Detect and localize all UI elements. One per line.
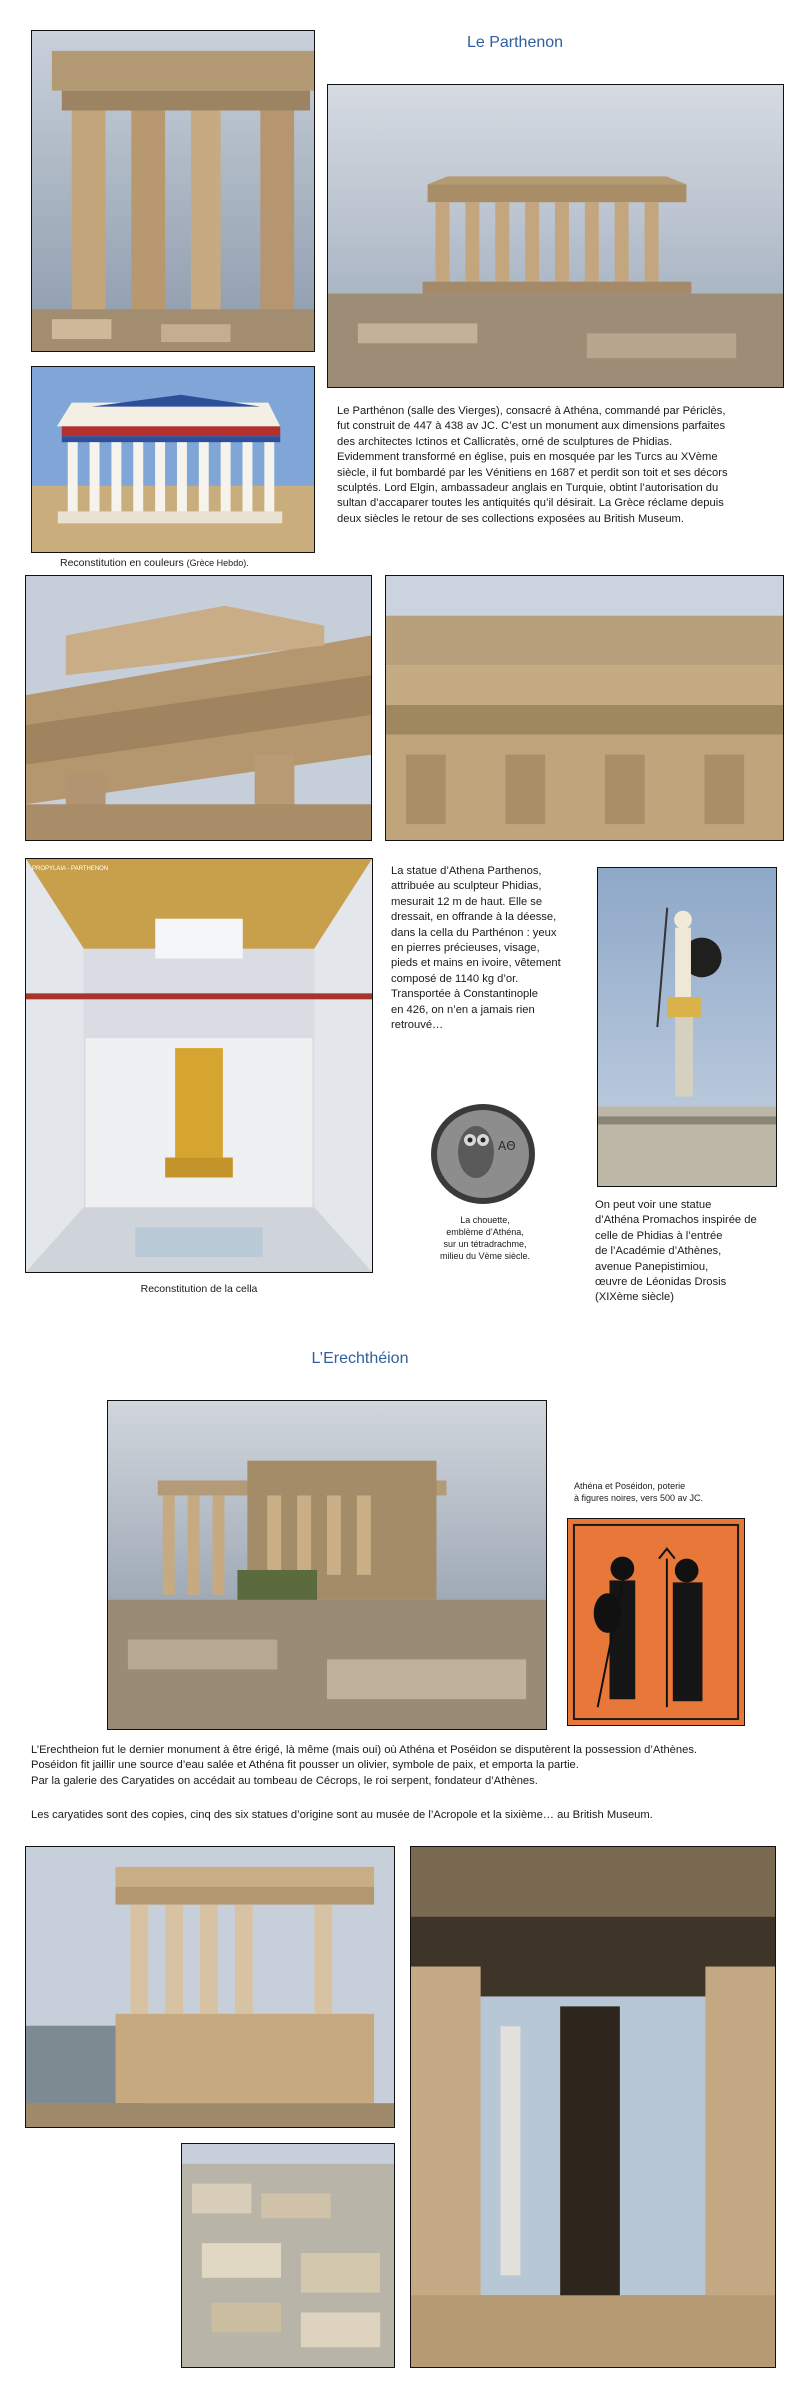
promachos-line: avenue Panepistimiou, — [595, 1260, 709, 1273]
owl-tetradrachm-coin-image — [428, 1100, 538, 1208]
promachos-line: d’Athéna Promachos inspirée de — [595, 1214, 757, 1227]
cella-caption: Reconstitution de la cella — [140, 1283, 258, 1295]
description-line: sultan d’accaparer toutes les antiquités qu’il désirait. La Grèce réclame depuis — [337, 497, 724, 510]
caryatids-closeup-photo — [410, 1846, 776, 2368]
coin-caption-line: La chouette, — [460, 1215, 510, 1225]
statue-line: dans la cella du Parthénon : yeux — [391, 926, 557, 939]
erechtheion-photo — [107, 1400, 547, 1730]
description-line: Evidemment transformé en église, puis en mosquée par les Turcs au XVème — [337, 451, 718, 464]
reconstruction-caption: Reconstitution en couleurs (Grèce Hebdo). — [60, 557, 249, 569]
promachos-line: On peut voir une statue — [595, 1199, 712, 1211]
cella-watermark: PROPYLAIA - PARTHENON — [32, 866, 109, 872]
statue-line: mesurait 12 m de haut. Elle se — [391, 895, 543, 908]
erechtheion-line: L’Erechtheion fut le dernier monument à être érigé, là même (mais oui) où Athéna et Poséidon se disputèrent la possession d’Athènes. — [31, 1744, 698, 1756]
statue-line: en pierres précieuses, visage, — [391, 942, 540, 955]
athena-promachos-text — [595, 1198, 785, 1306]
pottery-caption-line: Athéna et Poséidon, poterie — [574, 1481, 686, 1491]
statue-line: Transportée à Constantinople — [391, 988, 538, 1001]
coin-caption — [410, 1214, 560, 1262]
description-line: fut construit de 447 à 438 av JC. C’est un monument aux dimensions parfaites — [337, 420, 726, 433]
cella-reconstruction-image — [25, 858, 373, 1273]
statue-line: retrouvé… — [391, 1019, 444, 1032]
description-line: des architectes Ictinos et Callicratès, orné de sculptures de Phidias. — [337, 435, 673, 448]
svg-text:ΑΘ: ΑΘ — [498, 1139, 516, 1153]
statue-line: attribuée au sculpteur Phidias, — [391, 880, 542, 893]
parthenon-entablature-photo — [25, 575, 372, 841]
promachos-line: (XIXème siècle) — [595, 1291, 674, 1304]
coin-caption-line: milieu du Vème siècle. — [439, 1251, 531, 1261]
description-line: deux siècles le retour de ses collections exposées au British Museum. — [337, 512, 684, 525]
coin-caption-line: sur un tétradrachme, — [443, 1239, 527, 1249]
parthenon-title: Le Parthenon — [466, 34, 564, 51]
pottery-caption — [574, 1480, 774, 1504]
promachos-line: de l’Académie d’Athènes, — [595, 1245, 722, 1258]
statue-line: La statue d’Athena Parthenos, — [391, 865, 542, 877]
erechtheion-description — [31, 1743, 771, 1789]
athena-poseidon-pottery-image — [567, 1518, 745, 1726]
statue-line: dressait, en offrande à la déesse, — [391, 911, 557, 924]
parthenon-front-photo — [327, 84, 784, 388]
description-line: siècle, il fut bombardé par les Vénitiens en 1687 et perdit son toit et ses décors — [337, 466, 728, 479]
description-line: sculptés. Lord Elgin, ambassadeur anglais en Turquie, obtint l’autorisation du — [337, 482, 719, 495]
parthenon-color-reconstruction-image — [31, 366, 315, 553]
parthenon-corner-photo — [31, 30, 315, 352]
caryatids-porch-photo — [25, 1846, 395, 2128]
statue-line: pieds et mains en ivoire, vêtement — [391, 957, 561, 970]
parthenon-frieze-photo — [385, 575, 784, 841]
promachos-line: celle de Phidias à l’entrée — [595, 1229, 723, 1242]
athena-promachos-photo — [597, 867, 777, 1187]
pottery-caption-line: à figures noires, vers 500 av JC. — [574, 1493, 704, 1503]
coin-caption-line: emblème d’Athéna, — [446, 1227, 524, 1237]
caryatids-note: Les caryatides sont des copies, cinq des six statues d’origine sont au musée de l’Acropole et la sixième… au British Museum. — [31, 1809, 653, 1821]
parthenon-description — [337, 404, 787, 527]
promachos-line: œuvre de Léonidas Drosis — [595, 1276, 727, 1289]
erechtheion-line: Poséidon fit jaillir une source d’eau salée et Athéna fit pousser un olivier, symbole de paix, et emporta la partie. — [31, 1759, 579, 1772]
statue-line: en 426, on n’en a jamais rien — [391, 1003, 535, 1016]
statue-line: composé de 1140 kg d’or. — [391, 972, 519, 985]
ruins-blocks-photo — [181, 2143, 395, 2368]
erechtheion-title: L’Erechthéion — [311, 1350, 409, 1367]
description-line: Le Parthénon (salle des Vierges), consacré à Athéna, commandé par Périclès, — [337, 405, 726, 417]
erechtheion-line: Par la galerie des Caryatides on accédait au tombeau de Cécrops, le roi serpent, fondateur d’Athènes. — [31, 1774, 538, 1787]
athena-parthenos-text — [391, 864, 601, 1033]
